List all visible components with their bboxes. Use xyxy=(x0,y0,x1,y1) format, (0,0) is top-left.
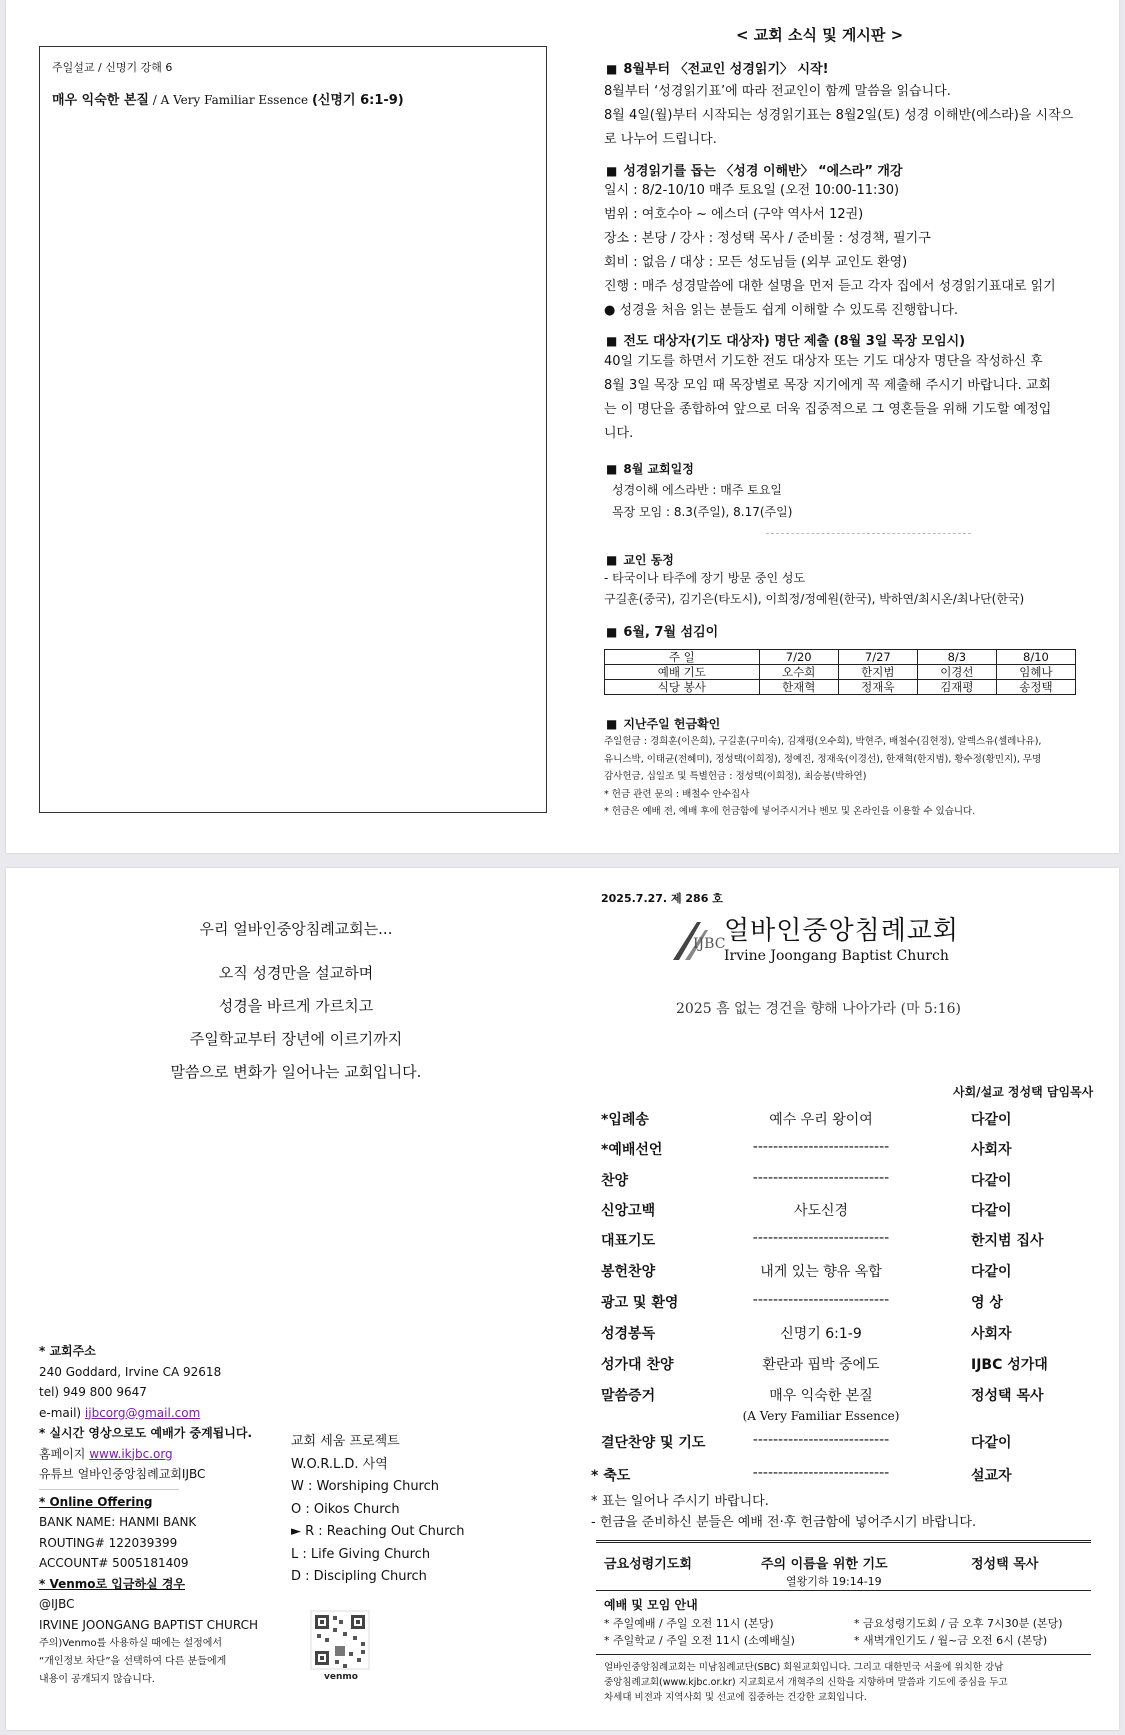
order-item: 찬양 xyxy=(601,1173,629,1189)
text-line: * 헌금은 예배 전, 예배 후에 헌금함에 넣어주시거나 벤모 및 온라인을 이용할 수 있습니다. xyxy=(604,806,976,817)
friday-leader: 정성택 목사 xyxy=(971,1557,1039,1572)
officiant: 사회/설교 정성택 담임목사 xyxy=(953,1085,1094,1099)
text-line: 내용이 공개되지 않습니다. xyxy=(39,1674,155,1685)
offering-heading xyxy=(606,713,720,732)
serving-heading xyxy=(606,621,718,640)
order-item: 대표기도 xyxy=(601,1233,656,1249)
email-link[interactable]: ijbcorg@gmail.com xyxy=(84,1405,201,1420)
schedule-heading xyxy=(606,458,694,477)
world-item: O : Oikos Church xyxy=(291,1501,400,1517)
table-cell: 김재평 xyxy=(917,680,996,695)
members-heading xyxy=(606,549,674,568)
evangelism-body xyxy=(604,350,1051,446)
table-cell: 정재욱 xyxy=(838,680,917,695)
text-line: 중앙침례교회(www.kjbc.or.kr) 지교회로서 개혁주의 신학을 지향하며 말씀과 기도에 중심을 두고 xyxy=(604,1677,1008,1688)
text-line: 40일 기도를 하면서 기도한 전도 대상자 또는 기도 대상자 명단을 작성하신 후 xyxy=(604,354,1043,369)
order-leader: 정성택 목사 xyxy=(971,1388,1044,1404)
youtube: 유튜브 얼바인중앙침례교회IJBC xyxy=(39,1467,206,1481)
table-row xyxy=(605,665,1076,680)
guide-right xyxy=(854,1615,1063,1649)
order-row xyxy=(601,1261,1121,1285)
qr-code-icon xyxy=(291,1606,391,1706)
text-line: ● 성경을 처음 읽는 분들도 쉽게 이해할 수 있도록 진행합니다. xyxy=(604,303,959,318)
order-row xyxy=(601,1230,1121,1254)
qr-label: venmo xyxy=(324,1672,358,1682)
order-leader: 다같이 xyxy=(971,1112,1012,1128)
offering-title: 지난주일 헌금확인 xyxy=(623,717,721,731)
table-cell: 예배 기도 xyxy=(605,665,760,680)
order-row xyxy=(601,1292,1121,1316)
order-row xyxy=(601,1385,1121,1409)
sermon-title-ko: 매우 익숙한 본질 xyxy=(52,93,149,108)
text-line: 유니스박, 이태균(전혜미), 정성택(이희정), 정예진, 정재욱(이경선), 한재혁(한지범), 황수정(황민지), 무명 xyxy=(604,753,1042,765)
email-line xyxy=(39,1403,258,1424)
class-heading xyxy=(606,160,903,179)
venmo-name: IRVINE JOONGANG BAPTIST CHURCH xyxy=(39,1617,258,1632)
church-logo xyxy=(671,916,731,962)
text-line: 일시 : 8/2-10/10 매주 토요일 (오전 10:00-11:30) xyxy=(604,183,900,198)
church-name-en: Irvine Joongang Baptist Church xyxy=(724,948,949,964)
live-stream-note: * 실시간 영상으로도 예배가 중계됩니다. xyxy=(39,1426,253,1440)
order-item: 봉헌찬양 xyxy=(601,1264,656,1280)
text-line: 목장 모임 : 8.3(주일), 8.17(주일) xyxy=(612,505,793,519)
mission-line: 성경을 바르게 가르치고 xyxy=(218,997,374,1015)
table-cell: 한재혁 xyxy=(759,680,838,695)
guide-item: * 주일예배 / 주일 오전 11시 (본당) xyxy=(604,1617,774,1630)
order-row xyxy=(601,1109,1121,1133)
divider xyxy=(766,533,971,534)
serving-table xyxy=(604,649,1076,695)
homepage-line xyxy=(39,1444,258,1465)
table-cell: 송정택 xyxy=(996,680,1075,695)
schedule-body xyxy=(612,479,792,523)
issue-number: 2025.7.27. 제 286 호 xyxy=(601,892,723,905)
address: 240 Goddard, Irvine CA 92618 xyxy=(39,1364,222,1379)
order-row xyxy=(601,1200,1121,1224)
text-line: 8월 3일 목장 모임 때 목장별로 목장 지기에게 꼭 제출해 주시기 바랍니다. 교회 xyxy=(604,378,1052,393)
order-content: --------------------------- xyxy=(752,1230,890,1246)
text-line: 감사헌금, 십일조 및 특별헌금 : 정성택(이희정), 최승봉(박하연) xyxy=(604,771,867,782)
friday-scripture: 열왕기하 19:14-19 xyxy=(786,1575,882,1588)
members-title: 교인 동정 xyxy=(623,553,674,567)
world-item: L : Life Giving Church xyxy=(291,1546,431,1562)
table-cell: 임혜나 xyxy=(996,665,1075,680)
church-info xyxy=(39,1341,258,1689)
order-item: 성경봉독 xyxy=(601,1326,656,1342)
text-line: - 헌금을 준비하신 분들은 예배 전·후 헌금함에 넣어주시기 바랍니다. xyxy=(591,1515,977,1530)
divider xyxy=(596,1590,1091,1591)
order-row xyxy=(601,1354,1121,1378)
text-line: * 표는 일어나 주시기 바랍니다. xyxy=(591,1494,769,1509)
sermon-scripture: (신명기 6:1-9) xyxy=(311,93,404,108)
members-body xyxy=(604,568,1024,610)
order-row xyxy=(601,1432,1121,1456)
bank-name: BANK NAME: HANMI BANK xyxy=(39,1515,197,1529)
sermon-title-line xyxy=(52,89,404,108)
sermon-notes-box xyxy=(39,46,547,813)
world-project xyxy=(291,1431,465,1589)
table-header-row xyxy=(605,650,1076,665)
church-name-ko: 얼바인중앙침례교회 xyxy=(724,916,960,946)
email-label: e-mail) xyxy=(39,1405,85,1420)
order-leader: 한지범 집사 xyxy=(971,1233,1044,1249)
venmo-note xyxy=(39,1635,258,1689)
evangelism-title: 전도 대상자(기도 대상자) 명단 제출 (8월 3일 목장 모임시) xyxy=(623,334,966,349)
text-line: 성경이해 에스라반 : 매주 토요일 xyxy=(612,483,782,497)
order-leader: 다같이 xyxy=(971,1435,1012,1451)
logo-text: IJBC xyxy=(693,936,726,952)
text-line: 8월 4일(월)부터 시작되는 성경읽기표는 8월2일(토) 성경 이해반(에스라)을 시작으 xyxy=(604,108,1074,123)
order-content: 사도신경 xyxy=(793,1203,849,1219)
world-item: D : Discipling Church xyxy=(291,1569,427,1584)
worship-notes xyxy=(591,1491,976,1533)
world-item: ► R : Reaching Out Church xyxy=(291,1524,465,1539)
guide-item: * 새벽개인기도 / 월~금 오전 6시 (본당) xyxy=(854,1634,1048,1647)
venmo-label: * Venmo로 입금하실 경우 xyxy=(39,1576,186,1591)
square-bullet-icon: ■ xyxy=(606,553,618,567)
guide-item: * 주일학교 / 주일 오전 11시 (소예배실) xyxy=(604,1634,795,1647)
world-title: 교회 세움 프로젝트 xyxy=(291,1434,400,1449)
mission-line: 말씀으로 변화가 일어나는 교회입니다. xyxy=(170,1063,422,1081)
reading-title: 8월부터 〈전교인 성경읽기〉 시작! xyxy=(623,62,829,77)
divider xyxy=(596,1654,1091,1655)
text-line: 진행 : 매주 성경말씀에 대한 설명을 먼저 듣고 각자 집에서 성경읽기표대로 읽기 xyxy=(604,279,1056,294)
order-content: --------------------------- xyxy=(752,1465,890,1481)
text-line: 장소 : 본당 / 강사 : 정성택 목사 / 준비물 : 성경책, 필기구 xyxy=(604,231,931,246)
class-body xyxy=(604,179,1056,323)
telephone: tel) 949 800 9647 xyxy=(39,1385,147,1399)
mission-line: 주일학교부터 장년에 이르기까지 xyxy=(189,1030,403,1048)
world-subtitle: W.O.R.L.D. 사역 xyxy=(291,1456,388,1472)
friday-title: 주의 이름을 위한 기도 xyxy=(761,1557,888,1572)
offering-body xyxy=(604,733,1041,821)
table-row xyxy=(605,680,1076,695)
divider xyxy=(596,1540,1091,1543)
table-cell: 8/3 xyxy=(917,650,996,665)
text-line: 회비 : 없음 / 대상 : 모든 성도님들 (외부 교인도 환영) xyxy=(604,255,908,270)
serving-title: 6월, 7월 섬김이 xyxy=(623,625,719,640)
table-cell: 식당 봉사 xyxy=(605,680,760,695)
divider xyxy=(39,1485,179,1490)
order-row xyxy=(601,1323,1121,1347)
order-leader: 설교자 xyxy=(971,1468,1012,1484)
routing-number: ROUTING# 122039399 xyxy=(39,1535,178,1550)
table-cell: 7/27 xyxy=(838,650,917,665)
order-content: 신명기 6:1-9 xyxy=(780,1326,862,1342)
friday-name: 금요성령기도회 xyxy=(604,1557,692,1572)
sermon-title-en-order: (A Very Familiar Essence) xyxy=(742,1409,900,1423)
account-number: ACCOUNT# 5005181409 xyxy=(39,1556,189,1570)
square-bullet-icon: ■ xyxy=(606,462,618,476)
order-content: 환란과 핍박 중에도 xyxy=(762,1357,880,1373)
sermon-series: 주일설교 / 신명기 강해 6 xyxy=(52,61,173,74)
order-leader: IJBC 성가대 xyxy=(971,1357,1048,1373)
square-bullet-icon: ■ xyxy=(606,334,618,348)
bulletin-inner-page xyxy=(6,0,1119,853)
table-cell: 이경선 xyxy=(917,665,996,680)
text-line: 8월부터 ‘성경읽기표’에 따라 전교인이 함께 말씀을 읽습니다. xyxy=(604,84,951,99)
guide-left xyxy=(604,1615,795,1649)
mission-statement xyxy=(106,918,486,1089)
homepage-label: 홈페이지 xyxy=(39,1446,90,1461)
order-content: --------------------------- xyxy=(752,1139,890,1155)
venmo-id: @IJBC xyxy=(39,1597,75,1611)
order-row xyxy=(601,1170,1121,1194)
square-bullet-icon: ■ xyxy=(606,164,618,178)
order-item: 결단찬양 및 기도 xyxy=(601,1435,706,1451)
order-content: 매우 익숙한 본질 xyxy=(769,1388,873,1404)
venmo-qr-code[interactable] xyxy=(291,1606,391,1706)
order-leader: 다같이 xyxy=(971,1264,1012,1280)
table-cell: 오수희 xyxy=(759,665,838,680)
reading-body xyxy=(604,80,1073,152)
order-item: 성가대 찬양 xyxy=(601,1357,674,1373)
text-line: 니다. xyxy=(604,426,634,441)
homepage-link[interactable]: www.ikjbc.org xyxy=(89,1446,173,1461)
order-item: 광고 및 환영 xyxy=(601,1295,679,1311)
text-line: 구길훈(중국), 김기은(타도시), 이희정/정예원(한국), 박하연/최시온/최나단(한국) xyxy=(604,592,1025,606)
order-item: *입례송 xyxy=(601,1112,649,1128)
board-title: < 교회 소식 및 게시판 > xyxy=(736,26,904,44)
order-leader: 영 상 xyxy=(971,1295,1003,1311)
text-line: 는 이 명단을 종합하여 앞으로 더욱 집중적으로 그 영혼들을 위해 기도할 예정입 xyxy=(604,402,1052,417)
order-item: 말씀증거 xyxy=(601,1388,656,1404)
church-footer xyxy=(604,1660,1008,1705)
square-bullet-icon: ■ xyxy=(606,625,618,639)
square-bullet-icon: ■ xyxy=(606,62,618,76)
order-leader: 다같이 xyxy=(971,1203,1012,1219)
text-line: 주일헌금 : 경희훈(이은희), 구길훈(구미숙), 김재평(오수희), 박현주, 배철수(김현정), 알렉스유(셀레나유), xyxy=(604,736,1042,747)
schedule-title: 8월 교회일정 xyxy=(623,462,694,476)
online-offering-label: * Online Offering xyxy=(39,1494,153,1509)
order-content: 내게 있는 향유 옥합 xyxy=(760,1264,882,1280)
text-line: 로 나누어 드립니다. xyxy=(604,132,717,147)
order-leader: 사회자 xyxy=(971,1142,1012,1158)
class-title: 성경읽기를 돕는 〈성경 이해반〉 “에스라” 개강 xyxy=(623,164,903,179)
order-content: 예수 우리 왕이여 xyxy=(769,1112,873,1128)
text-line: * 헌금 관련 문의 : 배철수 안수집사 xyxy=(604,788,750,800)
order-item: * 축도 xyxy=(591,1468,631,1484)
text-line: 차세대 비전과 지역사회 및 선교에 집중하는 건강한 교회입니다. xyxy=(604,1692,867,1703)
table-cell: 8/10 xyxy=(996,650,1075,665)
text-line: “개인정보 차단”을 선택하여 다른 분들에게 xyxy=(39,1656,227,1667)
square-bullet-icon: ■ xyxy=(606,717,618,731)
text-line: 주의)Venmo를 사용하실 때에는 설정에서 xyxy=(39,1638,223,1649)
table-cell: 주 일 xyxy=(605,650,760,665)
order-content: --------------------------- xyxy=(752,1432,890,1448)
order-row xyxy=(591,1465,1111,1489)
order-item: 신앙고백 xyxy=(601,1203,656,1219)
guide-item: * 금요성령기도회 / 금 오후 7시30분 (본당) xyxy=(854,1617,1063,1630)
table-cell: 한지범 xyxy=(838,665,917,680)
table-cell: 7/20 xyxy=(759,650,838,665)
order-content: --------------------------- xyxy=(752,1170,890,1186)
yearly-theme: 2025 흠 없는 경건을 향해 나아가라 (마 5:16) xyxy=(676,1001,961,1017)
mission-line: 오직 성경만을 설교하며 xyxy=(218,964,374,982)
order-item: *예배선언 xyxy=(601,1142,663,1158)
text-line: - 타국이나 타주에 장기 방문 중인 성도 xyxy=(604,571,806,585)
mission-line: 우리 얼바인중앙침례교회는... xyxy=(199,920,393,938)
reading-heading xyxy=(606,58,829,77)
sermon-title-en: / A Very Familiar Essence xyxy=(148,93,312,107)
order-leader: 다같이 xyxy=(971,1173,1012,1189)
bulletin-cover-page xyxy=(6,868,1119,1730)
world-item: W : Worshiping Church xyxy=(291,1479,440,1494)
evangelism-heading xyxy=(606,330,965,349)
order-leader: 사회자 xyxy=(971,1326,1012,1342)
guide-title: 예배 및 모임 안내 xyxy=(604,1598,698,1612)
order-content: --------------------------- xyxy=(752,1292,890,1308)
address-label: * 교회주소 xyxy=(39,1344,96,1358)
text-line: 얼바인중앙침례교회는 미남침례교단(SBC) 회원교회입니다. 그리고 대한민국 서울에 위치한 강남 xyxy=(604,1662,1004,1673)
order-row xyxy=(601,1139,1121,1163)
text-line: 범위 : 여호수아 ~ 에스더 (구약 역사서 12권) xyxy=(604,207,864,222)
